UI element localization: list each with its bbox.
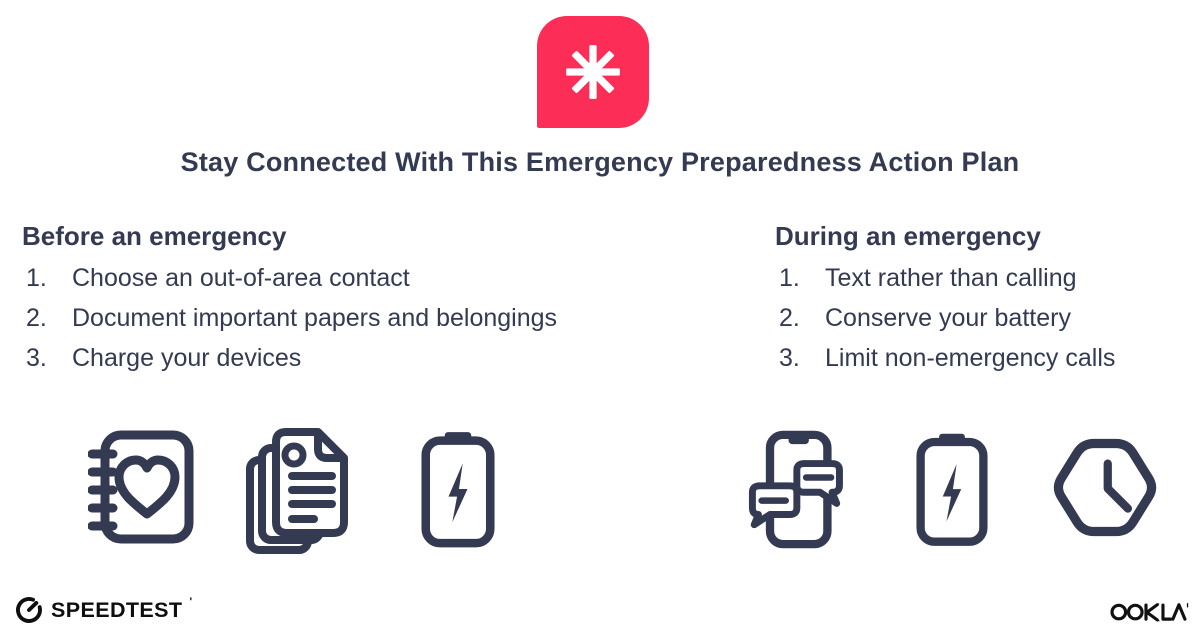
- list-item: [779, 338, 1195, 378]
- ookla-logo: [1110, 599, 1194, 622]
- speedtest-logo: [14, 595, 192, 625]
- speedtest-trademark-tick: ': [189, 596, 193, 608]
- documents-stack-icon: [246, 428, 350, 554]
- battery-charge-icon: [421, 429, 495, 551]
- list-text: Charge your devices: [72, 344, 302, 372]
- list-number: 2.: [779, 304, 800, 332]
- list-item: [779, 298, 1195, 338]
- list-number: 3.: [779, 344, 800, 372]
- clock-hexagon-icon: [1050, 436, 1160, 539]
- during-emergency-heading: During an emergency: [775, 221, 1041, 251]
- page-title: Stay Connected With This Emergency Preparedness Action Plan: [180, 147, 1020, 177]
- list-number: 1.: [26, 264, 47, 292]
- list-number: 3.: [26, 344, 47, 372]
- list-number: 1.: [779, 264, 800, 292]
- list-text: Limit non-emergency calls: [825, 344, 1116, 372]
- phone-text-messages-icon: [745, 428, 845, 551]
- list-text: Text rather than calling: [825, 264, 1077, 292]
- before-emergency-section: [22, 221, 722, 378]
- list-item: [26, 338, 722, 378]
- emergency-badge: [537, 16, 649, 128]
- list-item: [26, 298, 722, 338]
- during-emergency-list: [775, 258, 1195, 378]
- ookla-wordmark-icon: [1110, 599, 1194, 622]
- before-emergency-list: [22, 258, 722, 378]
- list-text: Conserve your battery: [825, 304, 1071, 332]
- before-emergency-heading: Before an emergency: [22, 221, 287, 251]
- medical-asterisk-icon: [565, 44, 621, 100]
- during-emergency-section: [775, 221, 1195, 378]
- list-text: Document important papers and belongings: [72, 304, 558, 332]
- speedtest-wordmark: SPEEDTEST: [51, 597, 183, 622]
- contact-notebook-heart-icon: [88, 430, 194, 544]
- battery-charge-icon: [916, 429, 988, 551]
- speedtest-gauge-icon: [14, 595, 44, 625]
- list-item: [779, 258, 1195, 298]
- list-number: 2.: [26, 304, 47, 332]
- list-text: Choose an out-of-area contact: [72, 264, 410, 292]
- list-item: [26, 258, 722, 298]
